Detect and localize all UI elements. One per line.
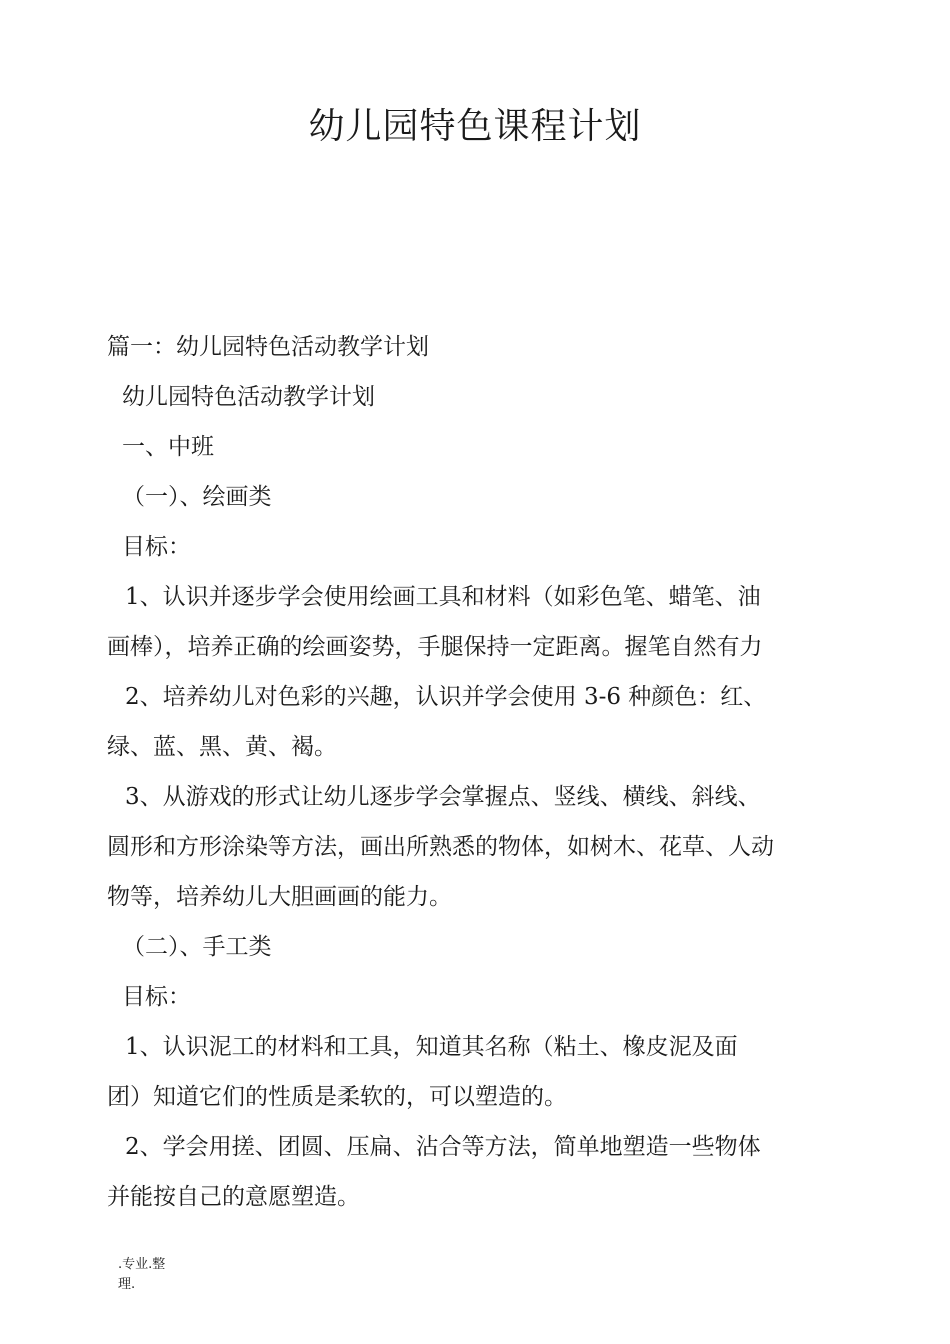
paragraph-line: 3、从游戏的形式让幼儿逐步学会掌握点、竖线、横线、斜线、 — [125, 784, 761, 810]
section-heading: 篇一：幼儿园特色活动教学计划 — [107, 334, 429, 360]
subtitle: 幼儿园特色活动教学计划 — [122, 384, 375, 410]
goals-label: 目标： — [122, 984, 191, 1010]
document-title: 幼儿园特色课程计划 — [308, 106, 642, 147]
paragraph-line: 绿、蓝、黑、黄、褐。 — [107, 734, 337, 760]
paragraph-line: 并能按自己的意愿塑造。 — [107, 1184, 360, 1210]
paragraph-line: 1、认识并逐步学会使用绘画工具和材料（如彩色笔、蜡笔、油 — [125, 584, 761, 610]
paragraph-line: 2、学会用搓、团圆、压扁、沾合等方法，简单地塑造一些物体 — [125, 1134, 761, 1160]
paragraph-line: 圆形和方形涂染等方法，画出所熟悉的物体，如树木、花草、人动 — [107, 834, 774, 860]
paragraph-line: 2、培养幼儿对色彩的兴趣，认识并学会使用 3-6 种颜色：红、 — [125, 684, 767, 710]
paragraph-line: 画棒），培养正确的绘画姿势，手腿保持一定距离。握笔自然有力 — [107, 634, 763, 660]
category-heading-painting: （一）、绘画类 — [122, 484, 272, 510]
category-heading-handcraft: （二）、手工类 — [122, 934, 272, 960]
footer-note-line1: .专业.整 — [118, 1257, 166, 1272]
class-heading: 一、中班 — [122, 434, 214, 460]
paragraph-line: 团）知道它们的性质是柔软的，可以塑造的。 — [107, 1084, 567, 1110]
paragraph-line: 物等，培养幼儿大胆画画的能力。 — [107, 884, 452, 910]
footer-note-line2: 理. — [118, 1277, 136, 1292]
goals-label: 目标： — [122, 534, 191, 560]
paragraph-line: 1、认识泥工的材料和工具，知道其名称（粘土、橡皮泥及面 — [125, 1034, 738, 1060]
